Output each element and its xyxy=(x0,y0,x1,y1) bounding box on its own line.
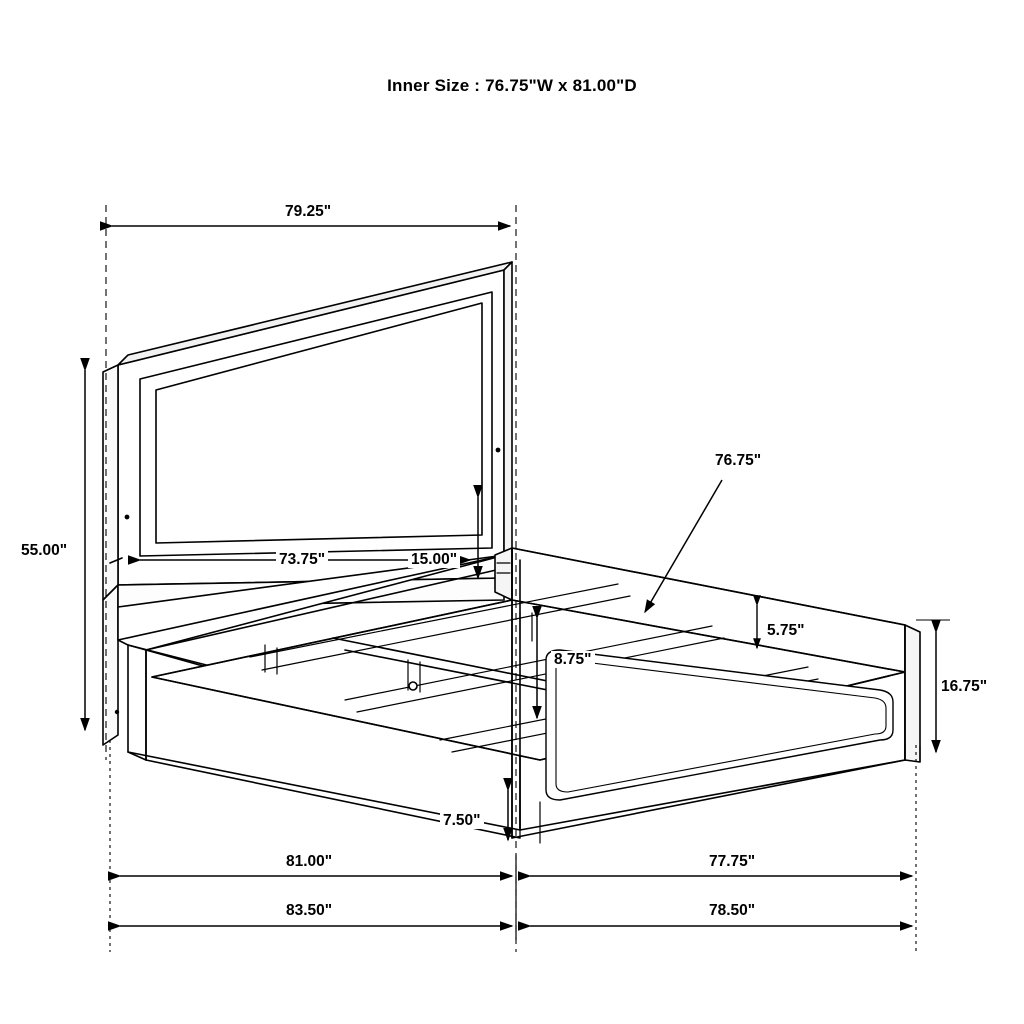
dim-label-headboard-height: 55.00" xyxy=(18,542,70,559)
dim-label-inner-width: 76.75" xyxy=(712,452,764,469)
dim-label-headboard-panel-width: 73.75" xyxy=(276,551,328,568)
dim-label-overall-width: 78.50" xyxy=(706,902,758,919)
dim-label-headboard-width: 79.25" xyxy=(282,203,334,220)
dim-label-footboard-height: 16.75" xyxy=(938,678,990,695)
dim-label-footboard-width: 77.75" xyxy=(706,853,758,870)
dim-label-overall-depth: 83.50" xyxy=(283,902,335,919)
dim-label-side-rail-top: 5.75" xyxy=(764,622,808,639)
dim-label-floor-clearance: 7.50" xyxy=(440,812,484,829)
dim-label-slat-height: 8.75" xyxy=(551,651,595,668)
dim-label-headboard-clearance: 15.00" xyxy=(408,551,460,568)
dim-label-inner-depth: 81.00" xyxy=(283,853,335,870)
page-title: Inner Size : 76.75"W x 81.00"D xyxy=(387,76,637,95)
